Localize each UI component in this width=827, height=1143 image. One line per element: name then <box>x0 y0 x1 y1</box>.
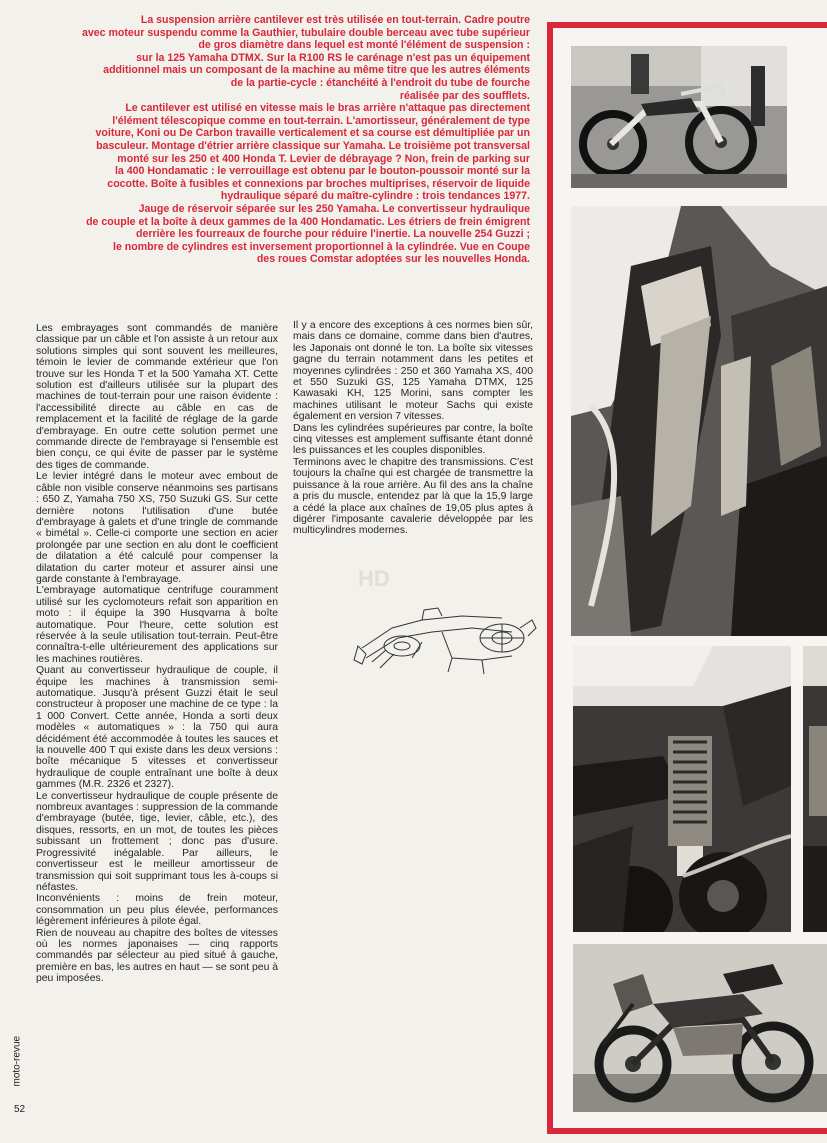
article-paragraph: Il y a encore des exceptions à ces normes bien sûr, mais dans ce domaine, comme dans bien d'autres, les Japonais ont donné le ton. La boîte six vitesses gagne du terrain notamment dans les petites et moyennes cylindrées : 250 et 360 Yamaha XS, 400 et 550 Suzuki GS, 125 Yamaha DTMX, 125 Kawasaki KH, 125 Morini, sans compter les machines utilisant le moteur Sachs qui existe également en version 7 vitesses. <box>293 320 533 423</box>
photo-caption-block <box>30 14 530 266</box>
article-paragraph: Quant au convertisseur hydraulique de couple, il équipe les machines à transmission semi-automatique. Jusqu'à présent Guzzi était le seul constructeur à proposer une machine de ce type : la 1 000 Convert. Cette année, Honda a sorti deux modèles « automatiques » : la 750 qui aura décidément été accommodée à toutes les sauces et la nouvelle 400 T qui existe dans les deux versions : boîte mécanique 5 vitesses et convertisseur hydraulique de couple entraînant une boîte à deux gammes (M.R. 2326 et 2327). <box>36 665 278 791</box>
caption-line: des roues Comstar adoptées sur les nouvelles Honda. <box>256 253 530 266</box>
caption-line: Jauge de réservoir séparée sur les 250 Yamaha. Le convertisseur hydraulique <box>138 202 530 215</box>
article-paragraph: Le levier intégré dans le moteur avec embout de câble non visible conserve néanmoins ses partisans : 650 Z, Yamaha 750 XS, 750 Suzuki GS. Sur cette dernière notons l'utilisation d'une butée d'embrayage à galets et d'une tringle de commande « bimétal ». Celle-ci comporte une section en acier prolongée par une section en alu dont le coefficient de dilatation a été calculé pour compenser la dilatation du carter moteur et assurer ainsi une garde constante à l'embrayage. <box>36 471 278 585</box>
magazine-side-label <box>6 1012 26 1090</box>
caption-line: basculeur. Montage d'étrier arrière classique sur Yamaha. Le troisième pot transversal <box>96 139 530 152</box>
caption-line: hydraulique séparé du maître-cylindre : trois tendances 1977. <box>220 190 530 203</box>
caption-line: La suspension arrière cantilever est très utilisée en tout-terrain. Cadre poutre <box>140 14 530 26</box>
article-column-left <box>36 323 278 985</box>
photo-frame <box>547 22 827 1134</box>
caption-line: derrière les fourreaux de fourche pour réduire l'inertie. La nouvelle 254 Guzzi ; <box>135 228 530 241</box>
caption-line: la 400 Hondamatic : le verrouillage est obtenu par le bouton-poussoir monté sur la <box>114 165 530 178</box>
article-paragraph: Terminons avec le chapitre des transmissions. C'est toujours la chaîne qui est chargée de transmettre la puissance à la roue arrière. Au fil des ans la chaîne a pris du muscle, entendez par là que la 15,9 large a cédé la place aux chaînes de 19,05 plus aptes à digérer l'imposante cavalerie développée par les multicylindres modernes. <box>293 456 533 537</box>
photo-guzzi-side <box>573 944 827 1112</box>
photo-frame-suspension <box>571 206 827 636</box>
article-paragraph: Rien de nouveau au chapitre des boîtes de vitesses où les normes japonaises — cinq rapports commandés par sélecteur au pied situé à gauche, première en bas, les autres en haut — se sont peu à peu imposées. <box>36 927 279 985</box>
article-column-middle <box>293 320 533 537</box>
article-paragraph: Inconvénients : moins de frein moteur, consommation un peu plus élevée, performances légèrement inférieures à pilote égal. <box>36 893 278 928</box>
watermark: HD <box>358 566 390 591</box>
wheel-drawing-svg <box>352 598 540 680</box>
article-paragraph: Dans les cylindrées supérieures par contre, la boîte cinq vitesses est amplement suffisante étant donné les puissances et les couples disponibles. <box>293 422 533 457</box>
caption-line: avec moteur suspendu comme la Gauthier, tubulaire double berceau avec tube supérieur <box>81 26 530 39</box>
caption-line: de gros diamètre dans lequel est monté l'élément de suspension : <box>198 39 530 52</box>
caption-line: de couple et la boîte à deux gammes de la 400 Hondamatic. Les étriers de frein émigrent <box>86 215 530 228</box>
caption-line: sur la 125 Yamaha DTMX. Sur la R100 RS le carénage n'est pas un équipement <box>136 51 530 64</box>
caption-line: additionnel mais un composant de la machine au même titre que les autres éléments <box>103 64 530 77</box>
caption-line: réalisée par des soufflets. <box>399 89 530 102</box>
caption-line: le nombre de cylindres est inversement proportionnel à la cylindrée. Vue en Coupe <box>113 240 530 253</box>
caption-line: l'élément télescopique comme en tout-terrain. L'amortisseur, généralement de type <box>112 114 530 127</box>
magazine-name: moto-revue <box>11 1035 23 1087</box>
caption-line: de la partie-cycle : étanchéité à l'endroit du tube de fourche <box>230 76 530 89</box>
caption-line: Le cantilever est utilisé en vitesse mais le bras arrière n'attaque pas directement <box>125 102 530 115</box>
article-paragraph: L'embrayage automatique centrifuge couramment utilisé sur les cyclomoteurs refait son apparition en moto : il équipe la 390 Husqvarna à boîte automatique. Pour l'heure, cette solution est réservée à la seule utilisation tout-terrain. Peut-être connaîtra-t-elle ultérieurement des applications sur les machines routières. <box>36 585 278 665</box>
page-number: 52 <box>14 1104 26 1115</box>
article-paragraph: Les embrayages sont commandés de manière classique par un câble et l'on assiste à un retour aux solutions simples qui sont souvent les meilleures, témoin le levier de commande extérieur que l'on trouve sur les Honda T et la 500 Yamaha XT. Cette solution est d'ailleurs utilisée sur la plupart des machines de tout-terrain pour une raison évidente : l'accessibilité directe au câble en cas de remplacement et la facilité de réglage de la garde d'embrayage. En outre cette solution permet une commande directe de l'embrayage si l'ensemble est bien conçu, ce qui évite de passer par le système des tiges de commande. <box>36 323 278 471</box>
photo-trail-bike <box>571 46 787 188</box>
photo-edge-strip <box>803 646 827 932</box>
article-paragraph: Le convertisseur hydraulique de couple présente de nombreux avantages : suppression de la commande d'embrayage (butée, tige, levier, câble, etc.), des disques, ressorts, en un mot, de toutes les pièces subissant un frottement ; donc pas d'usure. Progressivité inégalable. Par ailleurs, le convertisseur est le meilleur amortisseur de transmission qui soit supprimant tous les à-coups si néfastes. <box>36 790 278 893</box>
caption-line: monté sur les 250 et 400 Honda T. Levier de débrayage ? Non, frein de parking sur <box>117 152 530 165</box>
caption-line: voiture, Koni ou De Carbon travaille verticalement et sa course est démultipliée par un <box>95 127 530 140</box>
photo-shock-absorber <box>573 646 791 932</box>
caption-line: cocotte. Boîte à fusibles et connexions par broches multiprises, réservoir de liquide <box>107 177 530 190</box>
comstar-wheel-cutaway-drawing <box>352 598 540 680</box>
